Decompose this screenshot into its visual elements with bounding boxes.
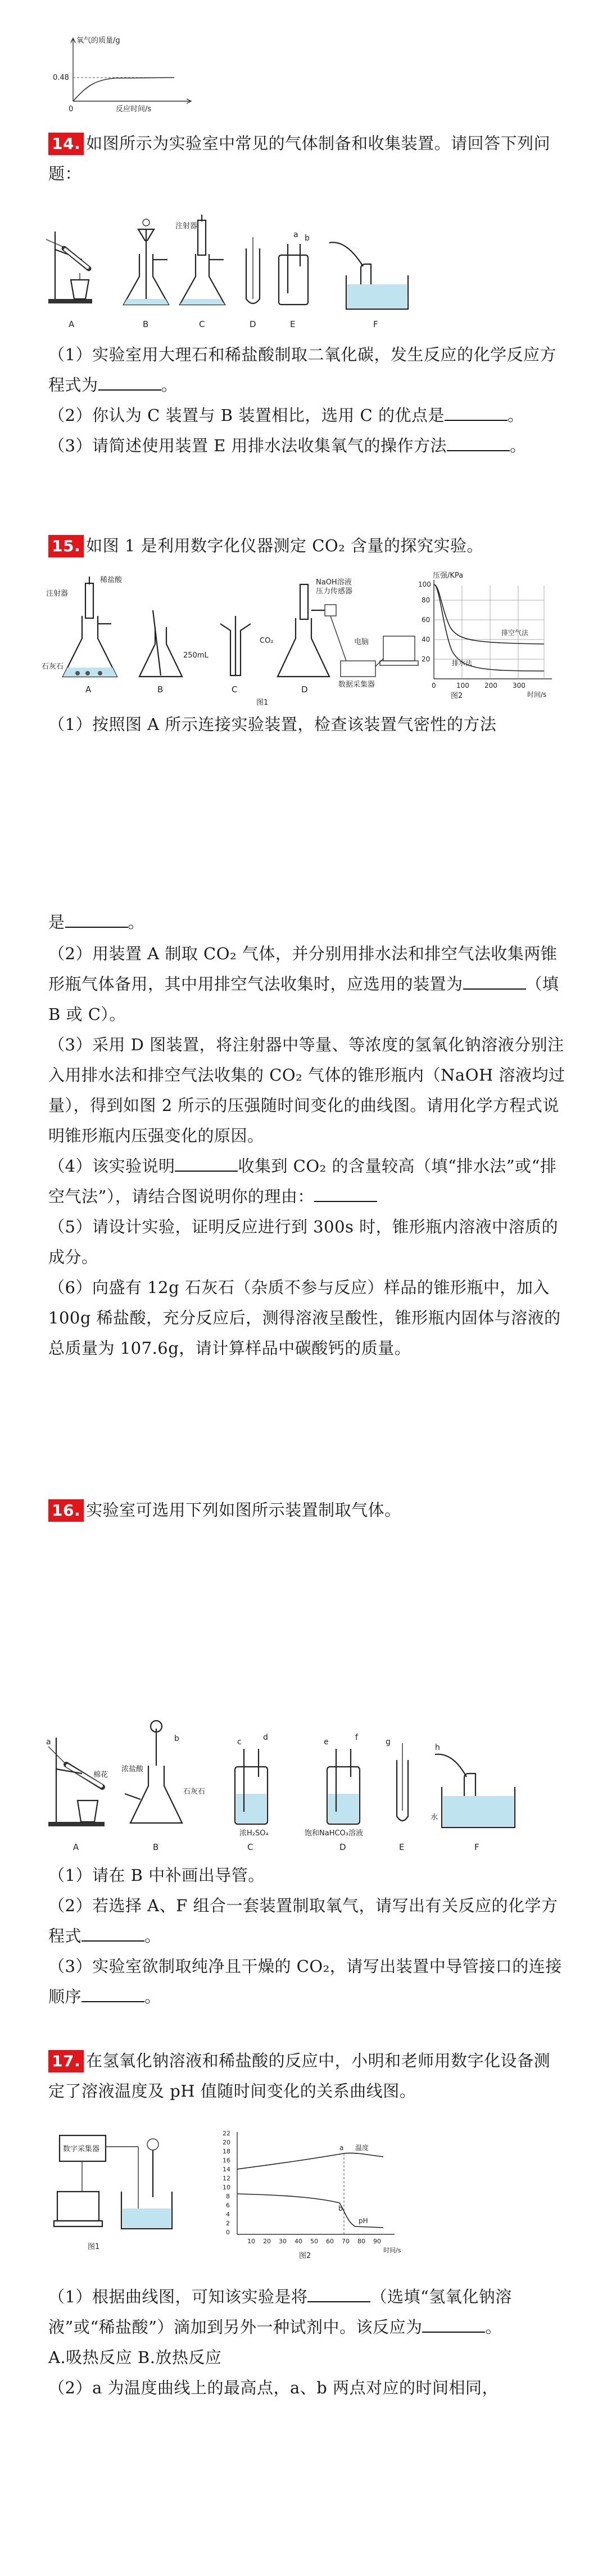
naoh-label: NaOH溶液 — [316, 578, 352, 587]
question-text: 如图所示为实验室中常见的气体制备和收集装置。请回答下列问题： — [48, 134, 551, 183]
answer-blank[interactable] — [81, 1987, 144, 2002]
question-text: 实验室可选用下列如图所示装置制取气体。 — [86, 1500, 401, 1520]
label-d: D — [250, 319, 256, 329]
x-tick-40: 40 — [295, 2238, 302, 2245]
y-tick-2: 2 — [226, 2220, 230, 2227]
sub-end: 。 — [510, 436, 527, 455]
question-15-stem — [48, 530, 565, 561]
label-f: F — [474, 1842, 479, 1852]
fig2-caption: 图2 — [451, 692, 463, 700]
port-b: b — [305, 234, 310, 243]
sub-end: 。 — [144, 1987, 161, 2006]
y-tick-20: 20 — [223, 2139, 230, 2146]
label-c: C — [247, 1842, 253, 1852]
label-a: A — [85, 684, 92, 695]
x-tick-70: 70 — [342, 2238, 350, 2245]
x-tick-300: 300 — [513, 682, 526, 690]
x-tick-10: 10 — [247, 2238, 255, 2245]
x-tick-90: 90 — [373, 2238, 381, 2245]
q15-sub4a: （4）该实验说明 — [48, 1157, 175, 1176]
question-15-parts — [48, 938, 565, 1363]
y-tick-60: 60 — [422, 616, 431, 624]
oxygen-mass-graph — [53, 35, 208, 119]
answer-blank[interactable] — [445, 405, 508, 421]
fig1-caption: 图1 — [256, 699, 269, 707]
answer-blank[interactable] — [175, 1156, 238, 1172]
x-tick-60: 60 — [326, 2238, 334, 2245]
label-f: F — [373, 319, 378, 329]
label-b: B — [157, 684, 164, 695]
question-17-parts — [48, 2282, 565, 2403]
graph-y-label: 氧气的质量/g — [76, 37, 120, 45]
q14-sub2: （2）你认为 C 装置与 B 装置相比，选用 C 的优点是 — [48, 406, 445, 425]
q16-apparatus-figure — [48, 1715, 520, 1856]
curve-air-label: 排空气法 — [501, 629, 529, 637]
q15-sub4b: 收集到 CO₂ 的含量较高（填“排水法”或“排空气法”），请结合图说明你的理由： — [48, 1157, 557, 1206]
port-f: f — [355, 1733, 358, 1742]
sub-end: （填 B 或 C）。 — [48, 974, 559, 1024]
syringe-label: 注射器 — [46, 589, 69, 598]
question-16-parts — [48, 1860, 565, 2012]
question-14-stem — [48, 128, 565, 189]
port-d: d — [263, 1733, 268, 1742]
q15-pressure-graph — [417, 572, 563, 707]
x-tick-20: 20 — [263, 2238, 271, 2245]
graph-origin: 0 — [69, 105, 74, 114]
question-number: 16. — [48, 1499, 84, 1522]
q16-sub2: （2）若选择 A、F 组合一套装置制取氧气，请写出有关反应的化学方程式 — [48, 1896, 558, 1945]
q14-sub3: （3）请简述使用装置 E 用排水法收集氧气的操作方法 — [48, 436, 447, 455]
answer-blank[interactable] — [98, 375, 161, 391]
q15-sub3: （3）采用 D 图装置，将注射器中等量、等浓度的氢氧化钠溶液分别注入用排水法和排空气法收集的 CO₂ 气体的锥形瓶内（NaOH 溶液均过量），得到如图 2 所示的压强随时间变化的曲线图。请用化学方程式说明锥形瓶内压强变化的原因。 — [48, 1035, 565, 1145]
question-text: 如图 1 是利用数字化仪器测定 CO₂ 含量的探究实验。 — [86, 536, 484, 555]
sub-end: 。 — [485, 2318, 502, 2337]
q17-sub1b: （选填“氢氧化钠溶液”或“稀盐酸”）滴加到另外一种试剂中。该反应为 — [48, 2287, 512, 2337]
port-e: e — [324, 1738, 329, 1747]
question-15-part1 — [48, 709, 565, 740]
acid-label: 稀盐酸 — [100, 576, 123, 584]
label-c: C — [232, 684, 238, 695]
label-c: C — [199, 319, 205, 329]
x-tick-0: 0 — [432, 682, 436, 690]
answer-blank[interactable] — [447, 436, 510, 451]
volume-label: 250mL — [183, 651, 209, 660]
fig2-caption: 图2 — [299, 2252, 311, 2260]
x-tick-80: 80 — [357, 2238, 365, 2245]
q15-sub5: （5）请设计实验，证明反应进行到 300s 时，锥形瓶内溶液中溶质的成分。 — [48, 1217, 559, 1267]
sensor-label: 压力传感器 — [316, 587, 353, 596]
port-g: g — [386, 1738, 391, 1747]
question-15-part1-tail — [48, 907, 565, 937]
sub-end: 。 — [144, 1926, 161, 1945]
cotton-label: 棉花 — [93, 1771, 108, 1779]
answer-blank[interactable] — [81, 1926, 144, 1942]
y-tick-40: 40 — [422, 636, 431, 643]
port-a: a — [46, 1738, 51, 1747]
label-e: E — [399, 1842, 405, 1852]
q17-options: A.吸热反应 B.放热反应 — [48, 2348, 222, 2367]
label-a: A — [69, 319, 75, 329]
x-axis-label: 时间/s — [527, 691, 547, 699]
y-tick-80: 80 — [422, 596, 431, 604]
port-c: c — [237, 1738, 242, 1747]
x-tick-30: 30 — [279, 2238, 287, 2245]
q15-sub1: （1）按照图 A 所示连接实验装置，检查该装置气密性的方法 — [48, 715, 497, 734]
y-tick-10: 10 — [223, 2184, 230, 2191]
question-number: 17. — [48, 2050, 84, 2072]
q15-sub2: （2）用装置 A 制取 CO₂ 气体，并分别用排水法和排空气法收集两锥形瓶气体备用，其中用排空气法收集时，应选用的装置为 — [48, 944, 558, 994]
x-axis-label: 时间/s — [383, 2247, 401, 2254]
q17-setup-figure — [54, 2130, 200, 2259]
y-tick-14: 14 — [223, 2166, 230, 2173]
point-b: b — [338, 2205, 343, 2212]
co2-label: CO₂ — [260, 637, 274, 645]
sub-tail: 是 — [48, 913, 65, 932]
q14-sub1: （1）实验室用大理石和稀盐酸制取二氧化碳，发生反应的化学反应方程式为 — [48, 345, 556, 394]
y-tick-12: 12 — [223, 2175, 230, 2182]
nahco3-label: 饱和NaHCO₃溶液 — [305, 1829, 363, 1838]
collector-label: 数据采集器 — [338, 681, 375, 689]
q15-figure-1 — [42, 576, 408, 707]
y-tick-22: 22 — [223, 2130, 230, 2137]
water-label: 水 — [431, 1813, 438, 1822]
q17-temp-ph-graph — [215, 2128, 417, 2262]
x-tick-50: 50 — [310, 2238, 318, 2245]
curve-water-label: 排水法 — [452, 659, 473, 667]
acid-label: 浓盐酸 — [121, 1765, 144, 1774]
q14-apparatus-figure — [48, 215, 442, 333]
y-tick-8: 8 — [226, 2193, 230, 2200]
y-tick-6: 6 — [226, 2202, 230, 2209]
label-b: B — [143, 319, 149, 329]
q17-sub2: （2）a 为温度曲线上的最高点，a、b 两点对应的时间相同， — [48, 2378, 499, 2397]
x-tick-200: 200 — [484, 682, 497, 690]
y-tick-20: 20 — [422, 655, 431, 663]
question-17-stem — [48, 2046, 565, 2106]
answer-blank[interactable] — [65, 912, 128, 928]
y-axis-label: 压强/KPa — [433, 572, 464, 580]
sub-end: 。 — [507, 406, 524, 425]
label-d: D — [301, 684, 308, 695]
answer-blank[interactable] — [463, 974, 526, 990]
q16-sub1: （1）请在 B 中补画出导管。 — [48, 1866, 265, 1885]
collector-label: 数字采集器 — [63, 2145, 100, 2153]
question-number: 14. — [48, 133, 84, 155]
x-tick-100: 100 — [456, 682, 469, 690]
y-tick-16: 16 — [223, 2157, 230, 2164]
question-number: 15. — [48, 535, 84, 557]
port-h: h — [435, 1743, 440, 1752]
limestone-label: 石灰石 — [183, 1788, 206, 1796]
fig1-caption: 图1 — [88, 2243, 100, 2251]
port-a: a — [293, 230, 298, 239]
label-b: B — [153, 1842, 159, 1852]
question-16-stem — [48, 1495, 565, 1525]
question-text: 在氢氧化钠溶液和稀盐酸的反应中，小明和老师用数字化设备测定了溶液温度及 pH 值随时间变化的关系曲线图。 — [48, 2051, 551, 2101]
y-tick-18: 18 — [223, 2148, 230, 2155]
answer-blank[interactable] — [307, 2287, 370, 2302]
limestone-label: 石灰石 — [42, 663, 64, 671]
y-tick-4: 4 — [226, 2211, 230, 2218]
answer-blank[interactable] — [314, 1186, 377, 1202]
y-tick-100: 100 — [418, 580, 431, 588]
point-a: a — [339, 2144, 344, 2152]
q17-sub1a: （1）根据曲线图，可知该实验是将 — [48, 2287, 308, 2306]
ph-label: pH — [359, 2217, 368, 2225]
y-tick-0: 0 — [226, 2229, 230, 2236]
temp-label: 温度 — [355, 2144, 369, 2152]
q15-sub6: （6）向盛有 12g 石灰石（杂质不参与反应）样品的锥形瓶中，加入 100g 稀盐酸，充分反应后，测得溶液呈酸性，锥形瓶内固体与溶液的总质量为 107.6g，请计算样品中碳酸钙的质量。 — [48, 1278, 561, 1358]
sub-end: 。 — [128, 913, 145, 932]
graph-y-tick: 0.48 — [53, 74, 69, 82]
label-d: D — [339, 1842, 346, 1852]
label-e: E — [290, 319, 296, 329]
label-a: A — [73, 1842, 79, 1852]
question-14-parts — [48, 339, 565, 461]
graph-x-label: 反应时间/s — [116, 105, 152, 114]
answer-blank[interactable] — [422, 2317, 485, 2333]
h2so4-label: 浓H₂SO₄ — [239, 1829, 269, 1838]
computer-label: 电脑 — [354, 638, 369, 646]
port-b: b — [174, 1734, 179, 1743]
sub-end: 。 — [161, 375, 178, 394]
q16-sub3: （3）实验室欲制取纯净且干燥的 CO₂，请写出装置中导管接口的连接顺序 — [48, 1957, 562, 2006]
syringe-label: 注射器 — [175, 222, 198, 230]
